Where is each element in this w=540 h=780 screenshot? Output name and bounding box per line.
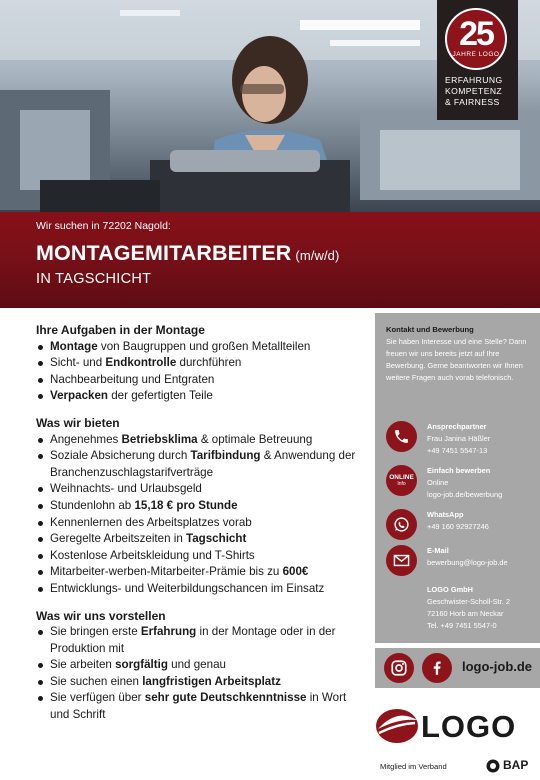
list-item [36,515,366,532]
offer-heading: Was wir bieten [36,415,120,430]
list-item [36,564,366,581]
list-item [36,339,366,356]
bap-mark-icon [486,759,500,773]
item-bold: Verpacken [50,389,109,403]
item-bold: Tagschicht [185,532,247,546]
hero-photo [0,0,540,212]
badge-subtitle: JAHRE LOGO [452,51,500,58]
job-description [36,322,366,734]
item-text: durchführen [176,356,242,370]
whatsapp-label: WhatsApp [427,510,464,519]
item-bold: sehr gute Deutschkenntnisse [144,691,307,705]
badge-line: KOMPETENZ [445,86,503,96]
contact-heading: Kontakt und Bewerbung [386,325,474,334]
facebook-icon[interactable] [422,653,452,683]
company-city: 72160 Horb am Neckar [427,609,504,618]
phone-icon [386,421,417,452]
item-text: in Wort und Schrift [50,691,347,722]
item-text: Stundenlohn ab [50,498,135,512]
item-bold: Montage [50,339,98,353]
offer-section [36,415,366,598]
email-text [427,545,508,569]
tasks-list [36,339,366,405]
offer-list [36,432,366,598]
whatsapp-text [427,509,489,533]
social-bar [375,648,540,688]
online-apply-icon [386,465,417,496]
list-item [36,355,366,372]
item-text: Sie suchen einen [50,674,143,688]
mail-icon [386,545,417,576]
list-item [36,581,366,598]
company-phone[interactable]: Tel. +49 7451 5547-0 [427,621,497,630]
item-text: & optimale Betreuung [197,432,313,446]
bap-logo [486,759,532,773]
expect-heading: Was wir uns vorstellen [36,608,166,623]
list-item [36,432,366,449]
item-text: Nachbearbeitung und Entgraten [50,372,215,386]
online-application[interactable] [386,465,538,499]
online-text [427,465,502,501]
whatsapp-icon [386,509,417,540]
item-text: Soziale Absicherung durch [50,449,191,463]
badge-values [445,75,517,108]
contact-box [375,313,540,643]
expect-list [36,624,366,724]
item-text: Entwicklungs- und Weiterbildungschancen im Einsatz [50,581,325,595]
online-badge-top: ONLINE [389,474,414,481]
item-bold: 15,18 € pro Stunde [134,498,238,512]
item-text: Kostenlose Arbeitskleidung und T-Shirts [50,548,255,562]
item-bold: 600€ [282,565,309,579]
badge-line: & FAIRNESS [445,97,500,107]
company-address [427,584,510,632]
item-text: Mitarbeiter-werben-Mitarbeiter-Prämie bis zu [50,565,283,579]
contact-person-text [427,421,490,457]
item-bold: Betriebsklima [121,432,198,446]
online-line2: Online [427,478,449,487]
item-text: & Anwendung der Branchenzuschlagstarifverträge [50,449,356,479]
instagram-icon[interactable] [384,653,414,683]
item-text: Kennenlernen des Arbeitsplatzes vorab [50,515,252,529]
item-text: Sie verfügen über [50,691,145,705]
item-text: Sie arbeiten [50,658,116,672]
anniversary-seal [445,8,507,70]
list-item [36,548,366,565]
item-bold: Tarifbindung [190,449,261,463]
item-text: Geregelte Arbeitszeiten in [50,532,186,546]
contact-intro: Sie haben Interesse und eine Stelle? Dann freuen wir uns bereits jetzt auf Ihre Bewerbung. Gerne beantworten wir Ihnen weitere Fragen auch vorab telefonisch. [386,337,527,382]
gender-note: (m/w/d) [295,248,340,263]
whatsapp-contact[interactable] [386,509,538,543]
website-link[interactable]: logo-job.de [462,659,533,674]
tasks-section [36,322,366,405]
item-text: Sie bringen erste [50,625,141,639]
list-item [36,624,366,657]
bap-text: BAP [503,758,529,772]
item-text: Angenehmes [50,432,122,446]
list-item [36,481,366,498]
item-bold: Erfahrung [140,625,197,639]
membership-note: Mitglied im Verband [380,762,447,771]
list-item [36,388,366,405]
email-address[interactable]: bewerbung@logo-job.de [427,558,508,567]
item-text: und genau [167,658,226,672]
company-name: LOGO GmbH [427,585,473,594]
online-badge-bottom: Info [397,481,406,487]
item-bold: sorgfältig [115,658,168,672]
online-url[interactable]: logo-job.de/bewerbung [427,490,503,499]
list-item [36,448,366,481]
list-item [36,531,366,548]
item-text: in der Montage oder in der Produktion mit [50,625,336,655]
item-text: der gefertigten Teile [108,389,213,403]
logo-mark-icon [375,706,419,746]
item-text: von Baugruppen und großen Metallteilen [97,339,311,353]
online-label: Einfach bewerben [427,466,491,475]
company-logo [375,706,535,746]
job-title-text: MONTAGEMITARBEITER [36,241,292,265]
company-street: Geschwister-Scholl-Str. 2 [427,597,510,606]
whatsapp-number[interactable]: +49 160 92927246 [427,522,489,531]
person-label: Ansprechpartner [427,422,487,431]
expect-section [36,608,366,724]
list-item [36,498,366,515]
contact-person[interactable] [386,421,538,455]
tasks-heading: Ihre Aufgaben in der Montage [36,323,205,337]
location-intro: Wir suchen in 72202 Nagold: [36,220,171,232]
list-item [36,690,366,723]
list-item [36,674,366,691]
item-bold: langfristigen Arbeitsplatz [142,674,281,688]
item-bold: Endkontrolle [105,356,177,370]
anniversary-badge [437,0,518,120]
title-band [0,212,540,308]
email-contact[interactable] [386,545,538,579]
item-text: Sicht- und [50,356,106,370]
shift-subtitle: IN TAGSCHICHT [36,271,152,287]
list-item [36,657,366,674]
email-label: E-Mail [427,546,449,555]
list-item [36,372,366,389]
person-phone[interactable]: +49 7451 5547-13 [427,446,488,455]
badge-line: ERFAHRUNG [445,75,503,85]
item-text: Weihnachts- und Urlaubsgeld [50,482,202,496]
job-title [36,241,339,266]
logo-wordmark: LOGO [421,709,517,744]
badge-number: 25 [459,15,493,53]
person-name: Frau Janina Häßler [427,434,491,443]
